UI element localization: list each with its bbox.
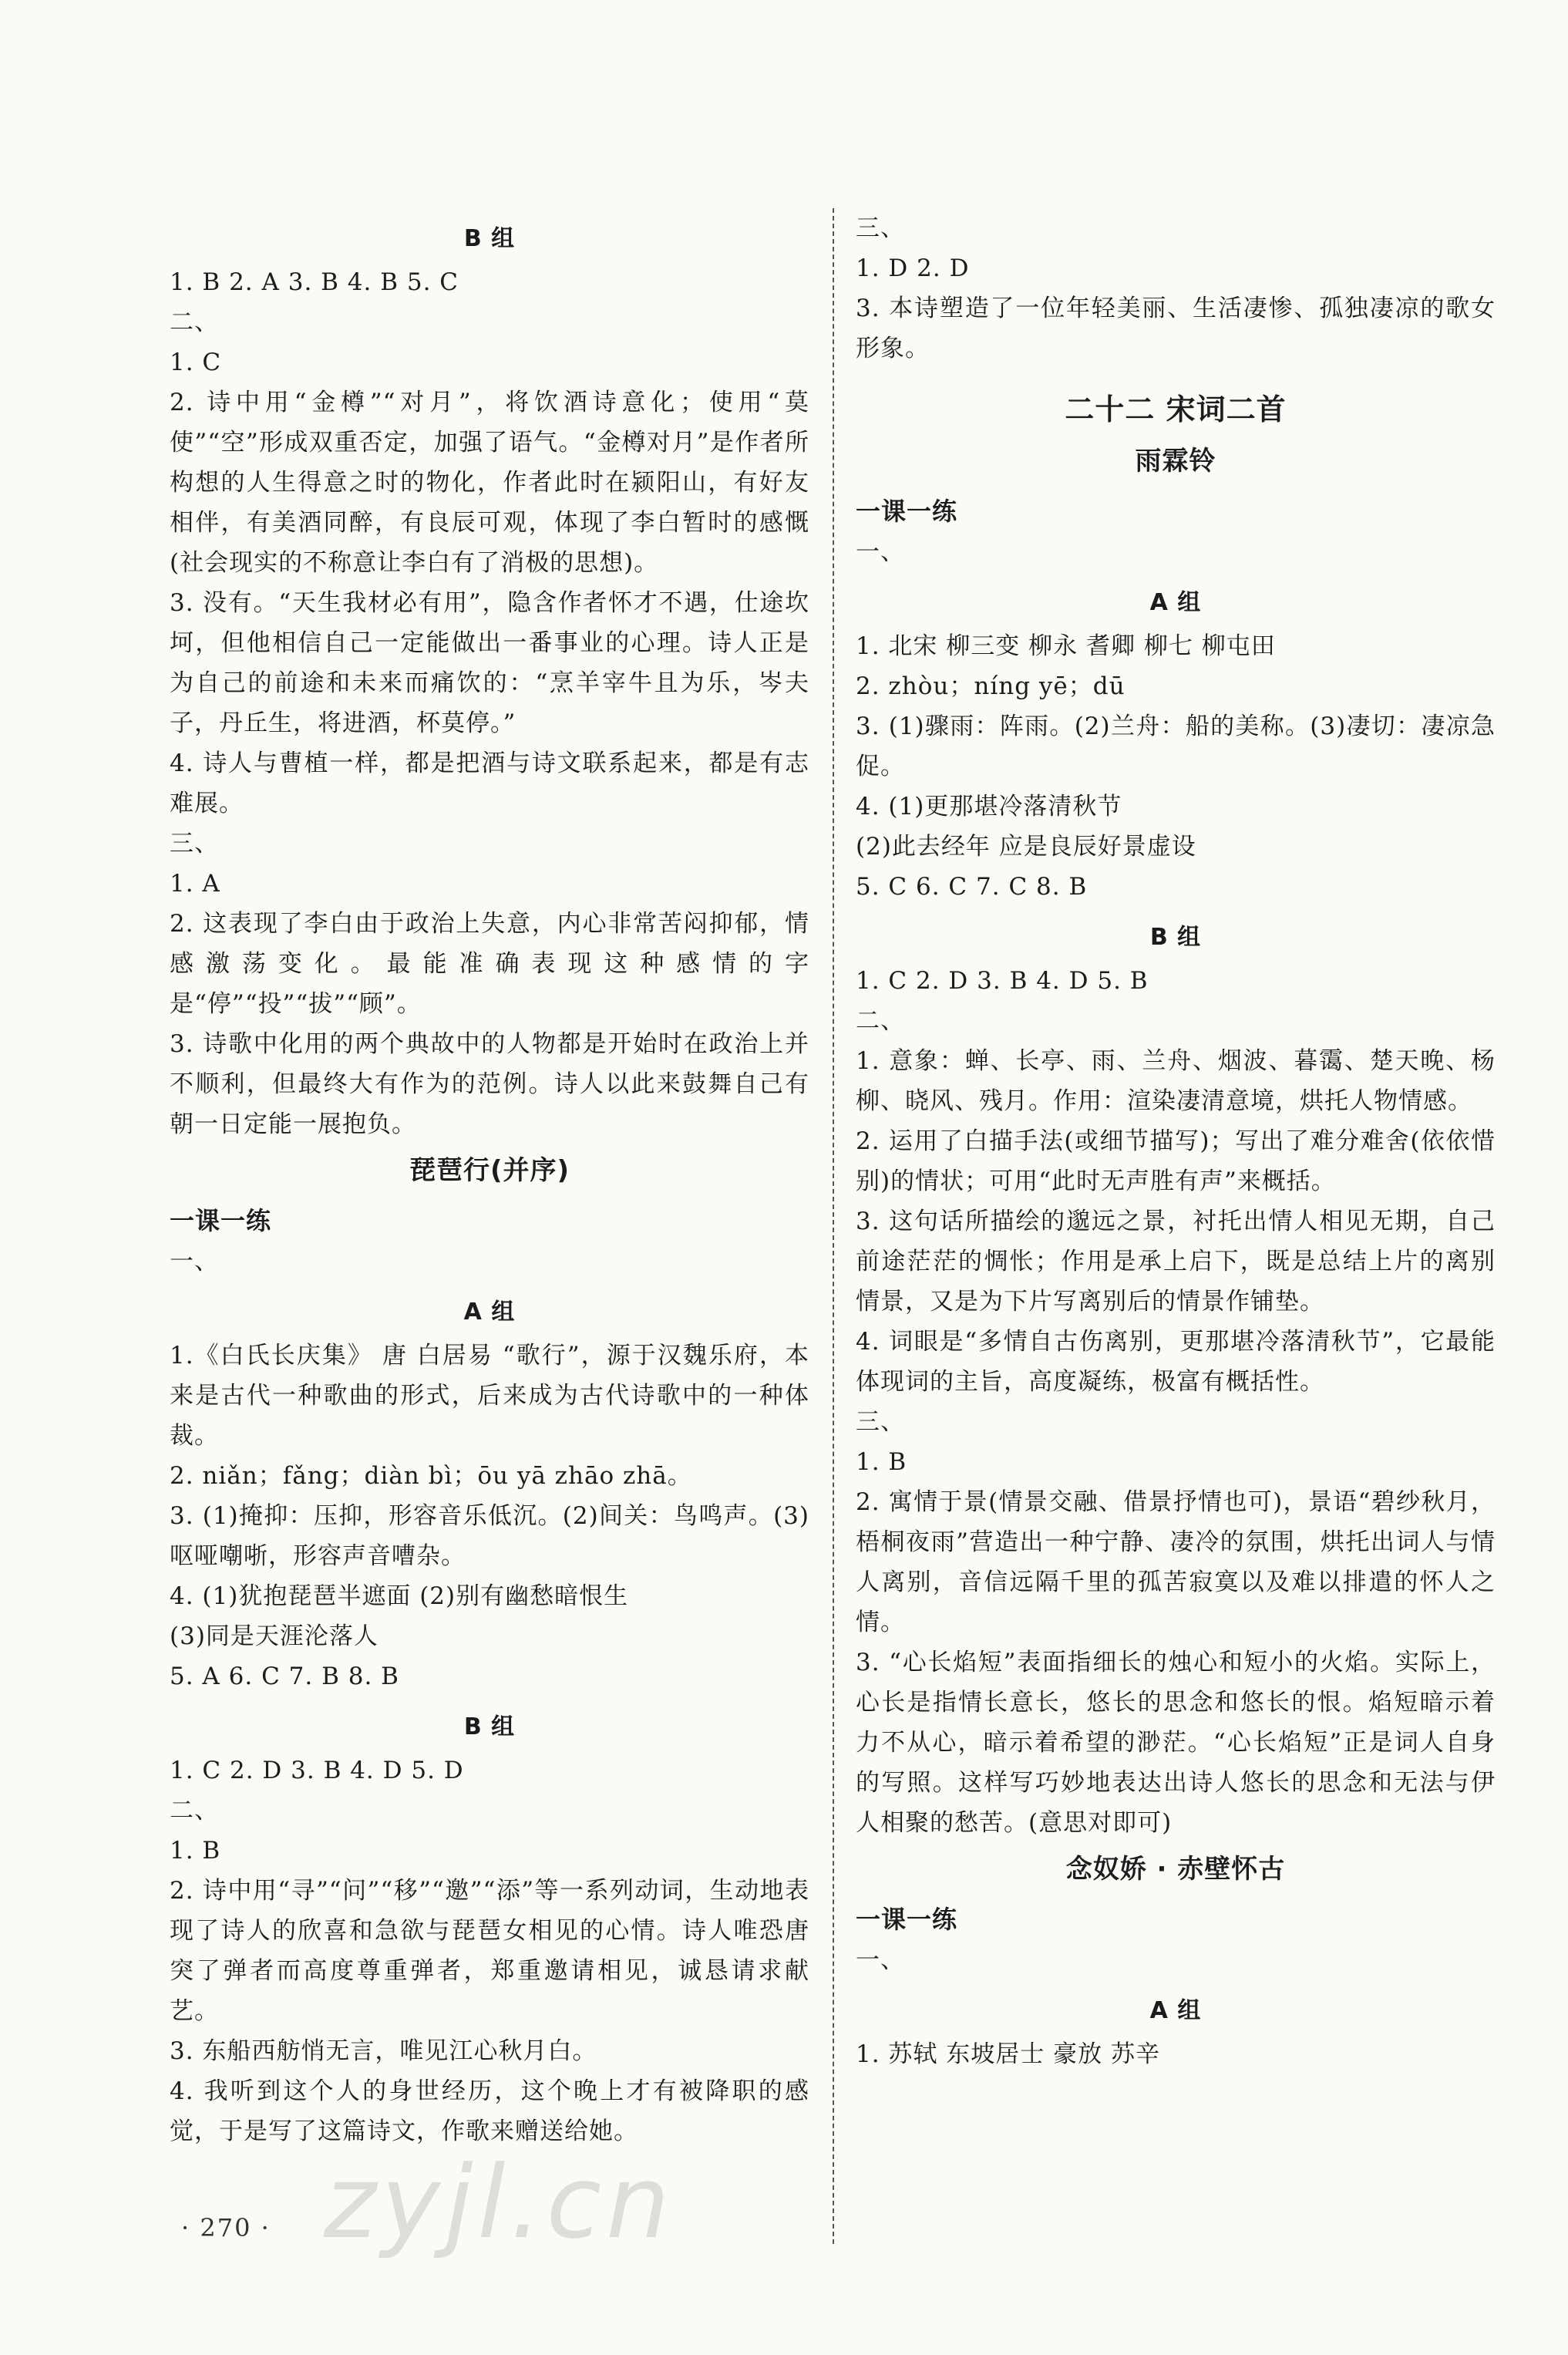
answer-line: 1. D 2. D [856, 254, 970, 282]
group-label: A 组 [1149, 1997, 1202, 2024]
section-marker: 一、 [856, 1946, 905, 1974]
group-label: A 组 [1149, 589, 1202, 616]
answer-line: 3. 这句话所描绘的邈远之景，衬托出情人相见无期，自己前途茫茫的惆怅；作用是承上启下，既是总结上片的离别情景，又是为下片写离别后的情景作铺垫。 [856, 1208, 1496, 1316]
answer-line: 1. 意象：蝉、长亭、雨、兰舟、烟波、暮霭、楚天晚、杨柳、晓风、残月。作用：渲染凄清意境，烘托人物情感。 [856, 1047, 1496, 1115]
answer-line: 1. B 2. A 3. B 4. B 5. C [170, 268, 459, 296]
section-marker: 二、 [856, 1007, 905, 1035]
right-column [856, 208, 1496, 2074]
answer-line: 4. (1)更那堪冷落清秋节 [856, 793, 1122, 820]
answer-line: 1. A [170, 870, 220, 898]
page-number: · 270 · [181, 2213, 271, 2242]
answer-line: 3. 东船西舫悄无言，唯见江心秋月白。 [170, 2037, 597, 2065]
answer-line: 2. niǎn；fǎng；diàn bì；ōu yā zhāo zhā。 [170, 1462, 692, 1490]
answer-line: 2. 诗中用“金樽”“对月”，将饮酒诗意化；使用“莫使”“空”形成双重否定，加强了语气。“金樽对月”是作者所构想的人生得意之时的物化，作者此时在颍阳山，有好友相伴，有美酒同醉，有良辰可观，体现了李白暂时的感慨(社会现实的不称意让李白有了消极的思想)。 [170, 389, 809, 577]
answer-line: 3. (1)掩抑：压抑，形容音乐低沉。(2)间关：鸟鸣声。(3)呕哑嘲哳，形容声音嘈杂。 [170, 1502, 809, 1570]
answer-line: 5. C 6. C 7. C 8. B [856, 873, 1088, 901]
group-label: A 组 [463, 1299, 516, 1326]
lesson-title: 雨霖铃 [1135, 446, 1216, 477]
answer-line: 4. 我听到这个人的身世经历，这个晚上才有被降职的感觉，于是写了这篇诗文，作歌来赠送给她。 [170, 2077, 809, 2145]
chapter-heading: 二十二 宋词二首 [1065, 392, 1287, 426]
answer-line: (2)此去经年 应是良辰好景虚设 [856, 833, 1196, 861]
answer-line: 2. 运用了白描手法(或细节描写)；写出了难分难舍(依依惜别)的情状；可用“此时无声胜有声”来概括。 [856, 1127, 1496, 1195]
group-label: B 组 [463, 225, 516, 252]
answer-line: 3. (1)骤雨：阵雨。(2)兰舟：船的美称。(3)凄切：凄凉急促。 [856, 713, 1496, 780]
answer-line: 5. A 6. C 7. B 8. B [170, 1663, 399, 1690]
answer-line: 3. 诗歌中化用的两个典故中的人物都是开始时在政治上并不顺利，但最终大有作为的范例。诗人以此来鼓舞自己有朝一日定能一展抱负。 [170, 1030, 809, 1138]
exercise-heading: 一课一练 [856, 1905, 958, 1934]
lesson-title: 念奴娇 · 赤壁怀古 [1065, 1854, 1286, 1885]
answer-line: 2. 寓情于景(情景交融、借景抒情也可)，景语“碧纱秋月，梧桐夜雨”营造出一种宁静、凄冷的氛围，烘托出词人与情人离别，音信远隔千里的孤苦寂寞以及难以排遣的怀人之情。 [856, 1488, 1496, 1636]
section-marker: 三、 [170, 830, 219, 857]
answer-line: (3)同是天涯沦落人 [170, 1622, 379, 1650]
exercise-heading: 一课一练 [170, 1206, 272, 1235]
answer-line: 1.《白氏长庆集》 唐 白居易 “歌行”，源于汉魏乐府，本来是古代一种歌曲的形式，后来成为古代诗歌中的一种体裁。 [170, 1342, 809, 1450]
group-label: B 组 [463, 1713, 516, 1740]
answer-line: 2. 这表现了李白由于政治上失意，内心非常苦闷抑郁，情感激荡变化。最能准确表现这种感情的字是“停”“投”“拔”“顾”。 [170, 910, 809, 1018]
section-marker: 一、 [170, 1248, 219, 1275]
column-divider [833, 208, 834, 2244]
answer-line: 1. C [170, 349, 222, 376]
answer-line: 1. 苏轼 东坡居士 豪放 苏辛 [856, 2040, 1160, 2068]
answer-line: 4. (1)犹抱琵琶半遮面 (2)别有幽愁暗恨生 [170, 1582, 629, 1610]
answer-line: 3. “心长焰短”表面指细长的烛心和短小的火焰。实际上，心长是指情长意长，悠长的思念和悠长的恨。焰短暗示着力不从心，暗示着希望的渺茫。“心长焰短”正是词人自身的写照。这样写巧妙地表达出诗人悠长的思念和无法与伊人相聚的愁苦。(意思对即可) [856, 1649, 1496, 1837]
answer-line: 1. B [170, 1837, 221, 1865]
answer-line: 1. C 2. D 3. B 4. D 5. B [856, 967, 1149, 995]
answer-line: 2. 诗中用“寻”“问”“移”“邀”“添”等一系列动词，生动地表现了诗人的欣喜和急欲与琵琶女相见的心情。诗人唯恐唐突了弹者而高度尊重弹者，郑重邀请相见，诚恳请求献艺。 [170, 1877, 809, 2025]
left-column [170, 208, 809, 2151]
section-marker: 二、 [170, 308, 219, 336]
section-marker: 三、 [856, 214, 905, 242]
lesson-title: 琵琶行(并序) [409, 1155, 570, 1186]
answer-line: 1. C 2. D 3. B 4. D 5. D [170, 1757, 464, 1784]
answer-line: 4. 词眼是“多情自古伤离别，更那堪冷落清秋节”，它最能体现词的主旨，高度凝练，极富有概括性。 [856, 1328, 1496, 1396]
answer-line: 1. B [856, 1448, 907, 1476]
watermark: zyjl.cn [324, 2144, 675, 2261]
answer-line: 3. 本诗塑造了一位年轻美丽、生活凄惨、孤独凄凉的歌女形象。 [856, 295, 1496, 362]
group-label: B 组 [1149, 924, 1202, 951]
answer-line: 2. zhòu；níng yē；dū [856, 672, 1126, 700]
section-marker: 三、 [856, 1408, 905, 1436]
section-marker: 二、 [170, 1797, 219, 1824]
section-marker: 一、 [856, 538, 905, 566]
answer-line: 3. 没有。“天生我材必有用”，隐含作者怀才不遇，仕途坎坷，但他相信自己一定能做出一番事业的心理。诗人正是为自己的前途和未来而痛饮的：“烹羊宰牛且为乐，岑夫子，丹丘生，将进酒，杯莫停。” [170, 589, 809, 737]
answer-line: 4. 诗人与曹植一样，都是把酒与诗文联系起来，都是有志难展。 [170, 750, 809, 817]
exercise-heading: 一课一练 [856, 497, 958, 526]
answer-line: 1. 北宋 柳三变 柳永 耆卿 柳七 柳屯田 [856, 632, 1276, 660]
